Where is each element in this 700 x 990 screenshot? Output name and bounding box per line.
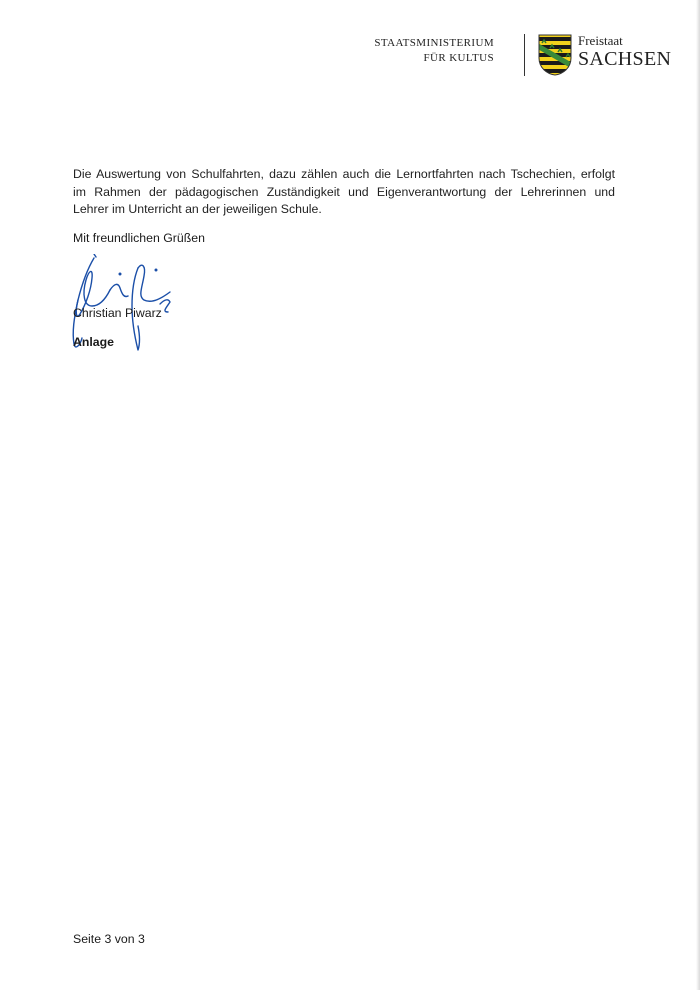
letterhead [374, 33, 680, 84]
page-number: Seite 3 von 3 [73, 932, 145, 946]
ministry-name [374, 36, 494, 66]
ministry-name-line-2: FÜR KULTUS [423, 52, 494, 64]
closing-salutation: Mit freundlichen Grüßen [73, 231, 205, 245]
saxony-coat-of-arms-icon [538, 34, 572, 76]
page-edge [696, 0, 700, 990]
paragraph-line-2: im Rahmen der pädagogischen Zuständigkeit und Eigenverantwortung der Lehrerinnen und [73, 184, 615, 199]
signer-name: Christian Piwarz [73, 306, 162, 320]
letter-body-paragraph [73, 166, 615, 219]
letterhead-divider [524, 34, 525, 76]
state-name [578, 34, 671, 70]
attachment-label: Anlage [73, 335, 114, 349]
state-name-big: SACHSEN [578, 48, 672, 70]
paragraph-line-3: Lehrer im Unterricht an der jeweiligen Schule. [73, 202, 322, 216]
state-name-small: Freistaat [578, 33, 623, 48]
paragraph-line-1: Die Auswertung von Schulfahrten, dazu zählen auch die Lernortfahrten nach Tschechien, erfolgt [73, 167, 615, 181]
ministry-name-line-1: STAATSMINISTERIUM [374, 37, 494, 49]
